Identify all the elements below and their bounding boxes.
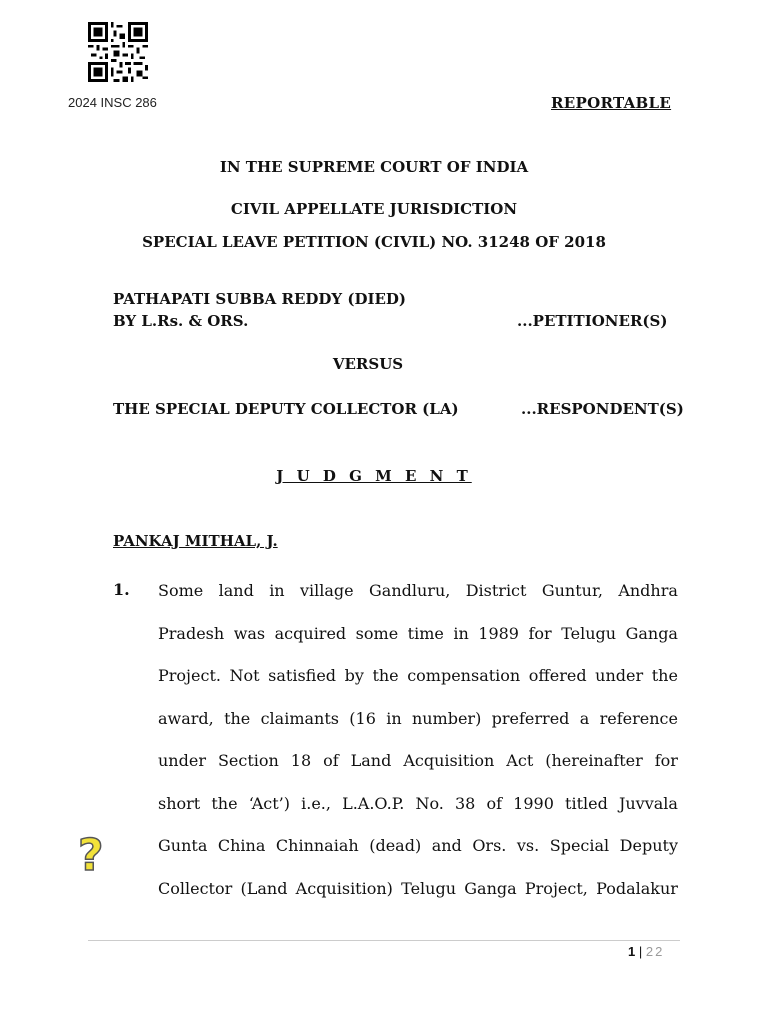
paragraph-line: under Section 18 of Land Acquisition Act (hereinafter for [158,751,678,770]
paragraph-line: Project. Not satisfied by the compensation offered under the [158,666,678,685]
respondent-role: ...RESPONDENT(S) [521,400,684,418]
court-name: IN THE SUPREME COURT OF INDIA [219,158,529,176]
judge-name: PANKAJ MITHAL, J. [113,532,278,550]
respondent-name: THE SPECIAL DEPUTY COLLECTOR (LA) [113,400,459,418]
neutral-citation: 2024 INSC 286 [68,95,157,110]
jurisdiction: CIVIL APPELLATE JURISDICTION [230,200,518,218]
qr-code-icon [88,22,148,82]
petitioner-name-continued: BY L.Rs. & ORS. [113,312,249,330]
paragraph-line: Collector (Land Acquisition) Telugu Ganga Project, Podalakur [158,878,678,898]
footer-divider [88,940,680,941]
reportable-label: REPORTABLE [551,94,672,112]
paragraph-line: short the ‘Act’) i.e., L.A.O.P. No. 38 of 1990 titled Juvvala [158,793,678,813]
petitioner-name: PATHAPATI SUBBA REDDY (DIED) [113,290,407,308]
page-separator: | [638,944,643,959]
case-number: SPECIAL LEAVE PETITION (CIVIL) NO. 31248 OF 2018 [142,233,606,251]
question-mark-icon[interactable]: ? [78,830,104,881]
paragraph-number: 1. [113,580,130,599]
current-page: 1 [628,944,636,959]
petitioner-role: ...PETITIONER(S) [517,312,668,330]
paragraph-line: award, the claimants (16 in number) preferred a reference [158,708,678,728]
paragraph-body [158,570,678,910]
page-indicator [628,944,664,959]
judgment-heading: J U D G M E N T [276,467,472,485]
paragraph-line: Some land in village Gandluru, District Guntur, Andhra [158,581,678,600]
total-pages: 22 [645,944,665,959]
paragraph-line: Pradesh was acquired some time in 1989 for Telugu Ganga [158,623,678,643]
paragraph-line: Gunta China Chinnaiah (dead) and Ors. vs. Special Deputy [158,836,678,855]
versus-label: VERSUS [332,355,404,373]
